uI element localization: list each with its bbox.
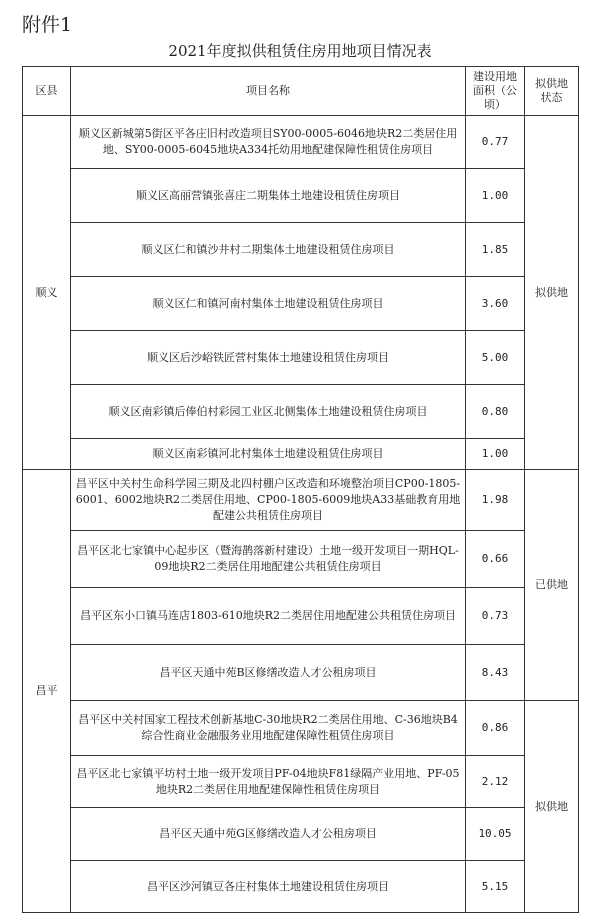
area-cell: 2.12	[466, 756, 525, 808]
area-cell: 5.15	[466, 861, 525, 913]
table-row	[23, 701, 579, 756]
attachment-label: 附件1	[22, 14, 73, 36]
area-cell: 0.77	[466, 116, 525, 169]
header-status: 拟供地状态	[525, 67, 579, 116]
area-cell: 1.00	[466, 169, 525, 223]
header-district: 区县	[23, 67, 71, 116]
table-row	[23, 116, 579, 169]
table-header-row	[23, 67, 579, 116]
district-cell: 顺义	[23, 116, 71, 470]
district-cell: 昌平	[23, 470, 71, 913]
table-row	[23, 331, 579, 385]
project-name-cell: 昌平区北七家镇平坊村土地一级开发项目PF-04地块F81绿隔产业用地、PF-05地块R2二类居住用地配建保障性租赁住房项目	[71, 756, 466, 808]
document-title: 2021年度拟供租赁住房用地项目情况表	[168, 42, 432, 60]
project-name-cell: 顺义区仁和镇沙井村二期集体土地建设租赁住房项目	[71, 223, 466, 277]
area-cell: 3.60	[466, 277, 525, 331]
project-table	[22, 66, 579, 913]
project-name-cell: 顺义区南彩镇后俸伯村彩园工业区北侧集体土地建设租赁住房项目	[71, 385, 466, 439]
area-cell: 0.86	[466, 701, 525, 756]
area-cell: 0.73	[466, 588, 525, 645]
table-row	[23, 588, 579, 645]
status-cell: 拟供地	[525, 701, 579, 913]
area-cell: 1.00	[466, 439, 525, 470]
table-row	[23, 861, 579, 913]
project-name-cell: 昌平区中关村国家工程技术创新基地C-30地块R2二类居住用地、C-36地块B4综合性商业金融服务业用地配建保障性租赁住房项目	[71, 701, 466, 756]
table-row	[23, 531, 579, 588]
project-name-cell: 昌平区北七家镇中心起步区（暨海鹊落新村建设）土地一级开发项目一期HQL-09地块R2二类居住用地配建公共租赁住房项目	[71, 531, 466, 588]
area-cell: 5.00	[466, 331, 525, 385]
project-name-cell: 顺义区仁和镇河南村集体土地建设租赁住房项目	[71, 277, 466, 331]
table-row	[23, 223, 579, 277]
project-name-cell: 顺义区后沙峪铁匠营村集体土地建设租赁住房项目	[71, 331, 466, 385]
table-row	[23, 645, 579, 701]
project-name-cell: 昌平区天通中苑B区修缮改造人才公租房项目	[71, 645, 466, 701]
area-cell: 0.80	[466, 385, 525, 439]
status-cell: 已供地	[525, 470, 579, 701]
project-name-cell: 昌平区天通中苑G区修缮改造人才公租房项目	[71, 808, 466, 861]
table-row	[23, 756, 579, 808]
header-name: 项目名称	[71, 67, 466, 116]
table-row	[23, 470, 579, 531]
area-cell: 0.66	[466, 531, 525, 588]
project-name-cell: 昌平区中关村生命科学园三期及北四村棚户区改造和环境整治项目CP00-1805-6001、6002地块R2二类居住用地、CP00-1805-6009地块A33基础教育用地配建公共租赁住房项目	[71, 470, 466, 531]
header-area: 建设用地面积（公顷）	[466, 67, 525, 116]
project-name-cell: 顺义区新城第5街区平各庄旧村改造项目SY00-0005-6046地块R2二类居住用地、SY00-0005-6045地块A334托幼用地配建保障性租赁住房项目	[71, 116, 466, 169]
status-cell: 拟供地	[525, 116, 579, 470]
project-name-cell: 昌平区沙河镇豆各庄村集体土地建设租赁住房项目	[71, 861, 466, 913]
project-name-cell: 顺义区高丽营镇张喜庄二期集体土地建设租赁住房项目	[71, 169, 466, 223]
table-row	[23, 169, 579, 223]
table-row	[23, 808, 579, 861]
project-name-cell: 顺义区南彩镇河北村集体土地建设租赁住房项目	[71, 439, 466, 470]
area-cell: 8.43	[466, 645, 525, 701]
table-row	[23, 385, 579, 439]
project-name-cell: 昌平区东小口镇马连店1803-610地块R2二类居住用地配建公共租赁住房项目	[71, 588, 466, 645]
table-row	[23, 277, 579, 331]
area-cell: 10.05	[466, 808, 525, 861]
table-row	[23, 439, 579, 470]
area-cell: 1.98	[466, 470, 525, 531]
area-cell: 1.85	[466, 223, 525, 277]
